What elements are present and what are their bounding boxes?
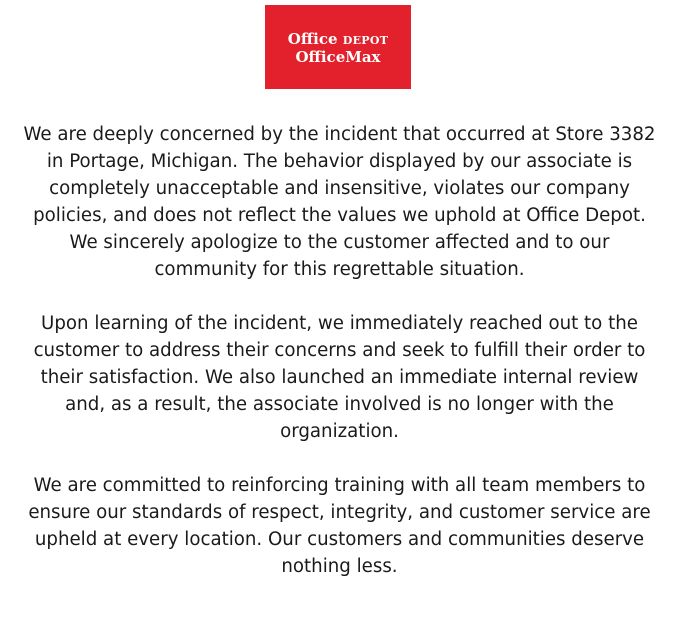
logo-line-office-depot xyxy=(288,31,388,49)
logo-word-office: Office xyxy=(287,29,338,48)
company-statement xyxy=(20,121,659,580)
statement-paragraph-1: We are deeply concerned by the incident that occurred at Store 3382 in Portage, Michigan. The behavior displayed by our associate is completely unacceptable and insensitive, violates our company policies, and does not reflect the values we uphold at Office Depot. We sincerely apologize to the customer affected and to our community for this regrettable situation. xyxy=(23,124,656,280)
statement-paragraph-3: We are committed to reinforcing training with all team members to ensure our standards of respect, integrity, and customer service are upheld at every location. Our customers and communities deserve nothing less. xyxy=(28,475,651,577)
office-depot-officemax-logo xyxy=(265,5,411,89)
logo-word-depot: DEPOT xyxy=(342,33,389,47)
statement-paragraph-2: Upon learning of the incident, we immediately reached out to the customer to address their concerns and seek to fulfill their order to their satisfaction. We also launched an immediate internal review and, as a result, the associate involved is no longer with the organization. xyxy=(33,313,646,442)
logo-line-officemax: OfficeMax xyxy=(295,47,381,66)
